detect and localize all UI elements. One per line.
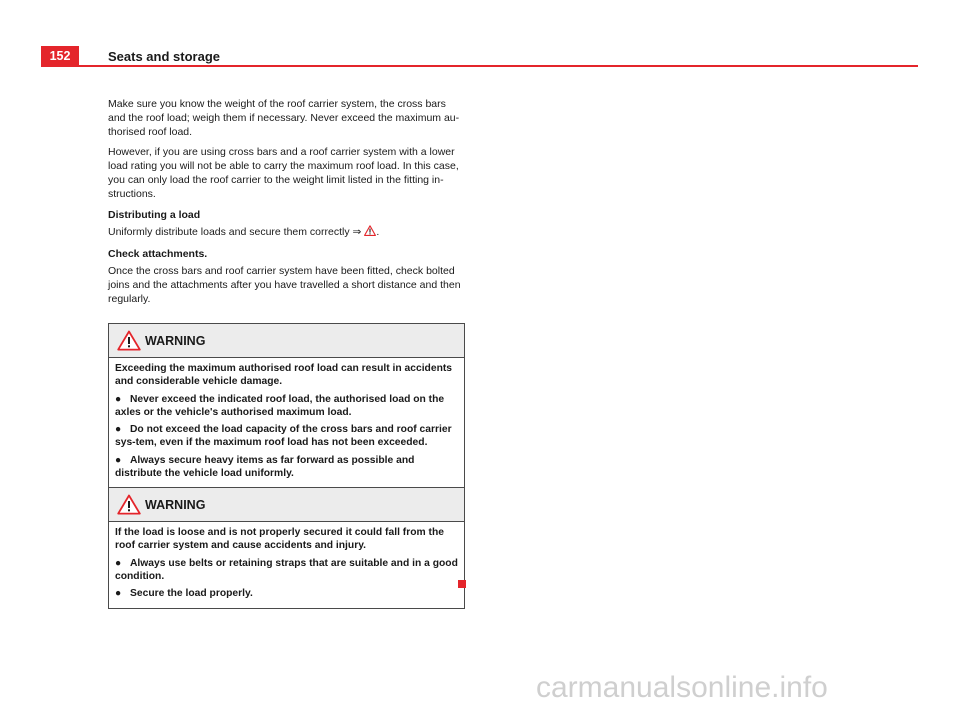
warning-bullet [115,587,458,600]
bullet-dot: ● [115,557,122,569]
warning-intro: If the load is loose and is not properly secured it could fall from the roof carrier system and cause accidents and injury. [115,527,444,552]
warning-bullet [115,454,458,481]
paragraph-lower-load-rating: However, if you are using cross bars and a roof carrier system with a lower load rating you will not be able to carry the maximum roof load. In this case, you can only load the roof carrier to the weight limit listed in the fitting in-structions. [108,146,459,200]
end-square-icon [458,580,466,588]
heading-distributing-load: Distributing a load [108,208,201,221]
warning-body [109,358,464,488]
watermark: carmanualsonline.info [536,671,828,704]
warning-box-roof-load [108,323,465,489]
warning-body [109,522,464,608]
warning-box-loose-load [108,487,465,609]
warning-bullet [115,557,458,584]
warning-header [109,488,464,522]
warning-triangle-icon [117,330,141,356]
warning-bullet [115,423,458,450]
warning-title: WARNING [145,334,206,348]
bullet-text: Secure the load properly. [130,588,253,600]
heading-check-attachments: Check attachments. [108,248,208,261]
warning-intro: Exceeding the maximum authorised roof load can result in accidents and considerable vehicle damage. [115,363,453,388]
bullet-dot: ● [115,424,122,436]
distribute-end: . [376,226,380,239]
bullet-text: Always secure heavy items as far forward as possible and distribute the vehicle load uniformly. [115,454,415,480]
warning-ref-icon[interactable] [364,225,376,241]
warning-title: WARNING [145,498,206,512]
paragraph-check: Once the cross bars and roof carrier system have been fitted, check bolted joins and the attachments after you have travelled a short distance and then regularly. [108,264,461,305]
page-number: 152 [41,46,79,67]
bullet-dot: ● [115,588,122,600]
warning-triangle-icon [117,494,141,520]
header-rule [79,65,918,67]
bullet-text: Always use belts or retaining straps that are suitable and in a good condition. [115,557,458,582]
bullet-text: Do not exceed the load capacity of the cross bars and roof carrier sys-tem, even if the maximum roof load has not been exceeded. [115,424,452,449]
bullet-dot: ● [115,393,122,405]
section-title: Seats and storage [108,49,220,64]
bullet-text: Never exceed the indicated roof load, the authorised load on the axles or the vehicle's authorised maximum load. [115,393,445,418]
paragraph-distribute [108,225,464,241]
page-header [0,0,960,70]
bullet-dot: ● [115,454,122,466]
warning-bullet [115,393,458,420]
body-text [108,98,464,313]
warning-header [109,324,464,358]
distribute-text: Uniformly distribute loads and secure them correctly ⇒ [108,226,362,239]
paragraph-roof-weight: Make sure you know the weight of the roof carrier system, the cross bars and the roof load; weigh them if necessary. Never exceed the maximum au-thorised roof load. [108,98,460,138]
